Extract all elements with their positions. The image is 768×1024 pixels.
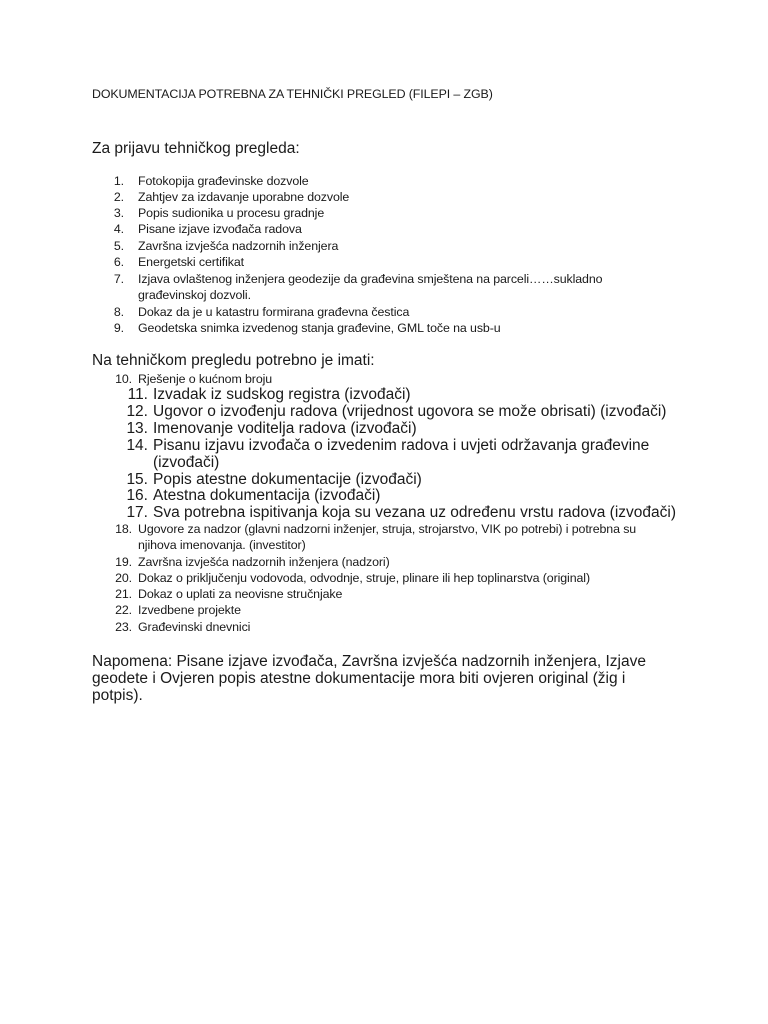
section1-heading: Za prijavu tehničkog pregleda: — [92, 140, 300, 157]
document-title: DOKUMENTACIJA POTREBNA ZA TEHNIČKI PREGLED (FILEPI – ZGB) — [92, 87, 493, 101]
section2-heading: Na tehničkom pregledu potrebno je imati: — [92, 352, 375, 369]
note-line: potpis). — [92, 687, 143, 704]
note-line: Napomena: Pisane izjave izvođača, Završna izvješća nadzornih inženjera, Izjave — [92, 653, 646, 670]
note-line: geodete i Ovjeren popis atestne dokumentacije mora biti ovjeren original (žig i — [92, 670, 626, 687]
